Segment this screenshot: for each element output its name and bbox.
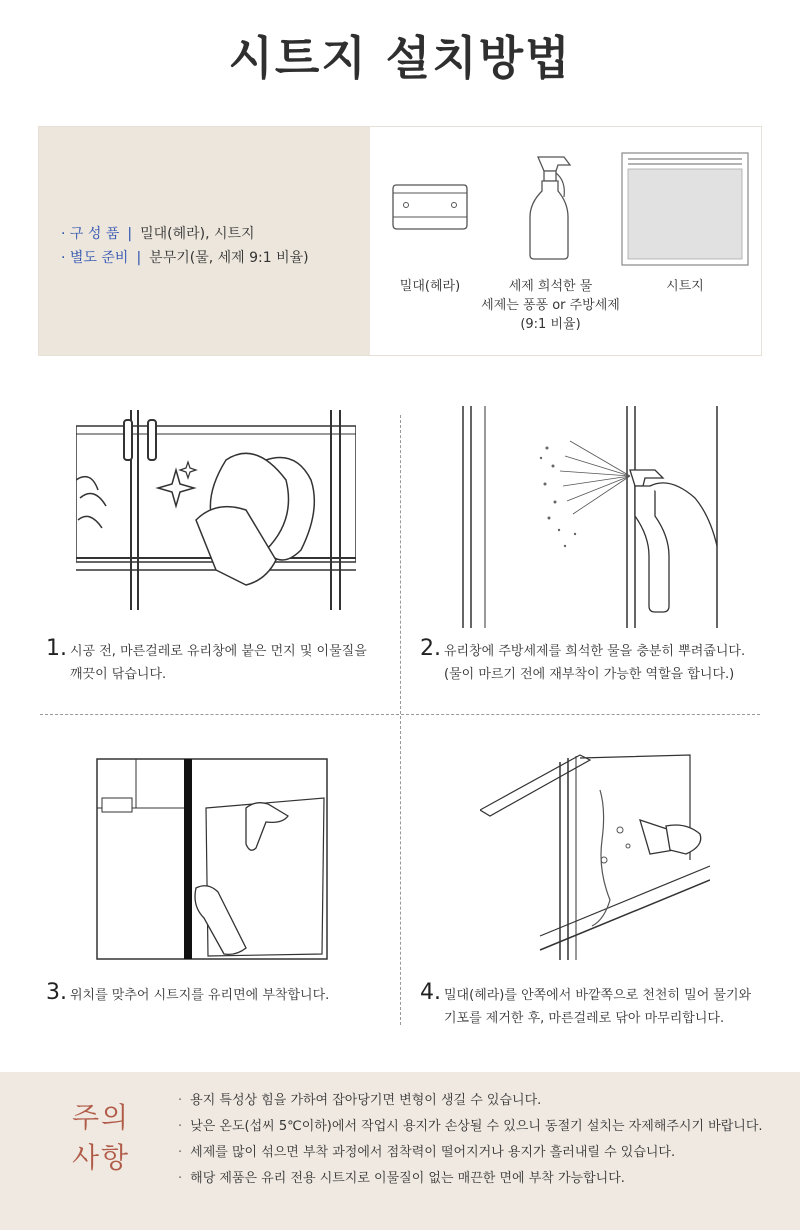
prepare-value: 분무기(물, 세제 9:1 비율) — [149, 250, 309, 266]
caution-item: · 세제를 많이 섞으면 부착 과정에서 점착력이 떨어지거나 용지가 흘러내릴 수 있습니다. — [178, 1145, 676, 1160]
included-key: · 구 성 품 — [61, 226, 120, 242]
components-box — [38, 126, 762, 356]
caption-line: 세제는 퐁퐁 or 주방세제 — [481, 298, 620, 313]
caution-item-text: 세제를 많이 섞으면 부착 과정에서 점착력이 떨어지거나 용지가 흘러내릴 수 있습니다. — [190, 1145, 676, 1160]
step-line: 유리창에 주방세제를 희석한 물을 충분히 뿌려줍니다. — [444, 644, 746, 659]
step-line: 시공 전, 마른걸레로 유리창에 붙은 먼지 및 이물질을 — [70, 644, 367, 659]
caution-item-text: 해당 제품은 유리 전용 시트지로 이물질이 없는 매끈한 면에 부착 가능합니다. — [190, 1171, 625, 1186]
components-illustrations — [370, 127, 761, 355]
caution-item: · 낮은 온도(섭씨 5℃이하)에서 작업시 용지가 손상될 수 있으니 동절기 설치는 자제해주시기 바랍니다. — [178, 1119, 763, 1134]
step4-illustration — [480, 750, 710, 960]
prepare-key: · 별도 준비 — [61, 250, 129, 266]
step1-number: 1. — [46, 636, 67, 661]
included-value: 밀대(헤라), 시트지 — [140, 226, 255, 242]
step2-number: 2. — [420, 636, 441, 661]
components-list — [39, 127, 370, 355]
caption-line: 밀대(헤라) — [399, 279, 461, 294]
sheet-caption — [645, 277, 725, 296]
components-line-included — [61, 223, 255, 243]
spray-bottle-icon — [520, 151, 580, 263]
caption-line: 세제 희석한 물 — [508, 279, 593, 294]
step3-text — [70, 984, 329, 1007]
separator: | — [127, 226, 133, 242]
horizontal-divider — [40, 714, 760, 715]
caution-heading — [66, 1098, 136, 1178]
step-line: 기포를 제거한 후, 마른걸레로 닦아 마무리합니다. — [444, 1011, 725, 1026]
caution-item-text: 낮은 온도(섭씨 5℃이하)에서 작업시 용지가 손상될 수 있으니 동절기 설치는 자제해주시기 바랍니다. — [190, 1119, 763, 1134]
squeegee-caption — [385, 277, 475, 296]
step1-illustration — [76, 410, 356, 610]
spray-caption — [468, 277, 633, 334]
step2-text — [444, 640, 745, 686]
squeegee-icon — [390, 181, 470, 237]
separator: | — [136, 250, 142, 266]
sheet-film-icon — [620, 151, 750, 267]
caution-list — [178, 1088, 763, 1192]
caption-line: 시트지 — [666, 279, 704, 294]
caution-section — [0, 1072, 800, 1230]
step4-text — [444, 984, 751, 1030]
step2-illustration — [455, 406, 725, 628]
caution-item: · 용지 특성상 힘을 가하여 잡아당기면 변형이 생길 수 있습니다. — [178, 1093, 542, 1108]
components-line-prepare — [61, 247, 309, 267]
step-line: 위치를 맞추어 시트지를 유리면에 부착합니다. — [70, 988, 330, 1003]
step3-number: 3. — [46, 980, 67, 1005]
caution-item: · 해당 제품은 유리 전용 시트지로 이물질이 없는 매끈한 면에 부착 가능합니다. — [178, 1171, 625, 1186]
step4-number: 4. — [420, 980, 441, 1005]
caution-heading-line: 주의 — [71, 1101, 131, 1134]
caution-item-text: 용지 특성상 힘을 가하여 잡아당기면 변형이 생길 수 있습니다. — [190, 1093, 542, 1108]
page-title: 시트지 설치방법 — [228, 31, 572, 85]
caption-line: (9:1 비율) — [520, 317, 581, 332]
step-line: 깨끗이 닦습니다. — [70, 667, 167, 682]
vertical-divider — [400, 415, 401, 1025]
caution-heading-line: 사항 — [71, 1141, 131, 1174]
step-line: 밀대(헤라)를 안쪽에서 바깥쪽으로 천천히 밀어 물기와 — [444, 988, 752, 1003]
step3-illustration — [96, 758, 328, 960]
step-line: (물이 마르기 전에 재부착이 가능한 역할을 합니다.) — [444, 667, 735, 682]
step1-text — [70, 640, 367, 686]
